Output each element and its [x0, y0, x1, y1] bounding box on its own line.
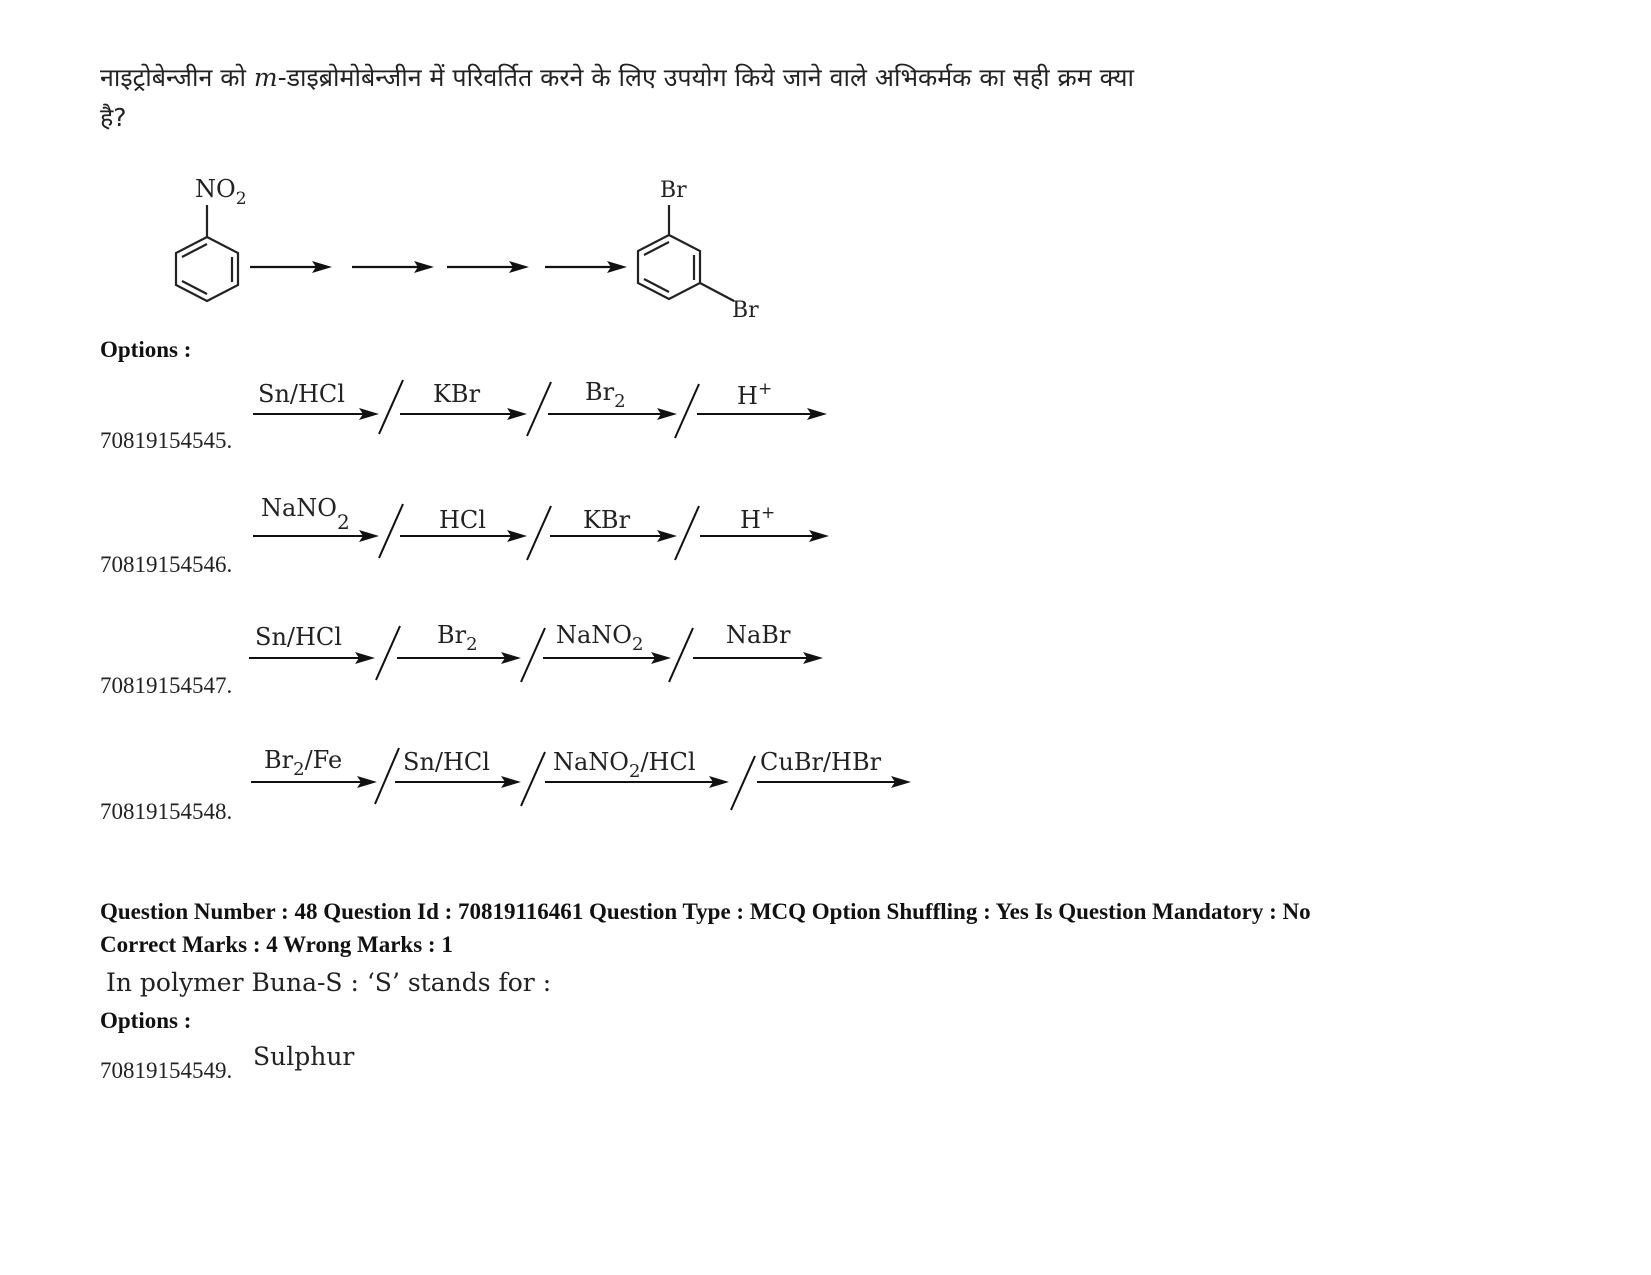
option-reagent-sequence	[243, 615, 843, 690]
question-text-part: नाइट्रोबेन्जीन को	[100, 63, 254, 92]
dibromobenzene-structure	[638, 205, 734, 301]
option-id[interactable]: 70819154547.	[100, 673, 233, 698]
reagent-step-1: Sn/HCl	[258, 380, 345, 408]
bromo-label-top: Br	[660, 178, 687, 203]
reagent-step-1: Sn/HCl	[255, 623, 342, 651]
options-label: Options :	[100, 337, 192, 362]
reagent-step-4: CuBr/HBr	[760, 748, 882, 776]
reagent-step-3: KBr	[583, 506, 631, 534]
reagent-step-3: NaNO$_2$/HCl	[553, 748, 696, 782]
reagent-step-4: NaBr	[726, 621, 791, 649]
option-text[interactable]: Sulphur	[253, 1042, 355, 1071]
nitrobenzene-structure	[176, 205, 238, 301]
option-reagent-sequence	[245, 490, 845, 565]
reagent-step-4: H+	[737, 379, 773, 410]
reagent-step-1: NaNO$_2$	[261, 494, 350, 534]
question-text-part: -डाइब्रोमोबेन्जीन में परिवर्तित करने के लिए उपयोग किये जाने वाले अभिकर्मक का सही क्रम क्या	[277, 63, 1134, 92]
question-text: In polymer Buna-S : ‘S’ stands for :	[106, 968, 552, 997]
reagent-step-3: $Br_2$	[585, 378, 626, 412]
meta-prefix: m	[253, 63, 278, 92]
reaction-scheme	[160, 165, 800, 330]
option-id[interactable]: 70819154545.	[100, 428, 233, 453]
reagent-step-4: H+	[740, 503, 776, 534]
reagent-step-2: KBr	[433, 380, 481, 408]
question-text	[100, 58, 1300, 98]
question-meta-line1: Question Number : 48 Question Id : 70819116461 Question Type : MCQ Option Shuffling : Yes Is Question Mandatory : No	[100, 899, 1311, 924]
option-id[interactable]: 70819154549.	[100, 1058, 233, 1083]
options-label: Options :	[100, 1008, 192, 1033]
nitro-group-label: $NO_2$	[195, 175, 247, 209]
reagent-step-2: $Br_2$	[437, 621, 478, 655]
bromo-label-meta: Br	[732, 298, 759, 323]
reagent-step-1: $Br_2/Fe$	[264, 746, 343, 780]
reagent-step-3: NaNO$_2$	[556, 621, 644, 655]
question-text-line2: है?	[100, 103, 127, 132]
reagent-step-2: Sn/HCl	[403, 748, 490, 776]
reagent-step-2: HCl	[439, 506, 486, 534]
option-id[interactable]: 70819154548.	[100, 799, 233, 824]
question-meta-line2: Correct Marks : 4 Wrong Marks : 1	[100, 932, 453, 957]
option-reagent-sequence	[245, 372, 845, 442]
option-reagent-sequence	[245, 740, 925, 815]
scheme-arrows	[250, 261, 627, 273]
option-id[interactable]: 70819154546.	[100, 552, 233, 577]
